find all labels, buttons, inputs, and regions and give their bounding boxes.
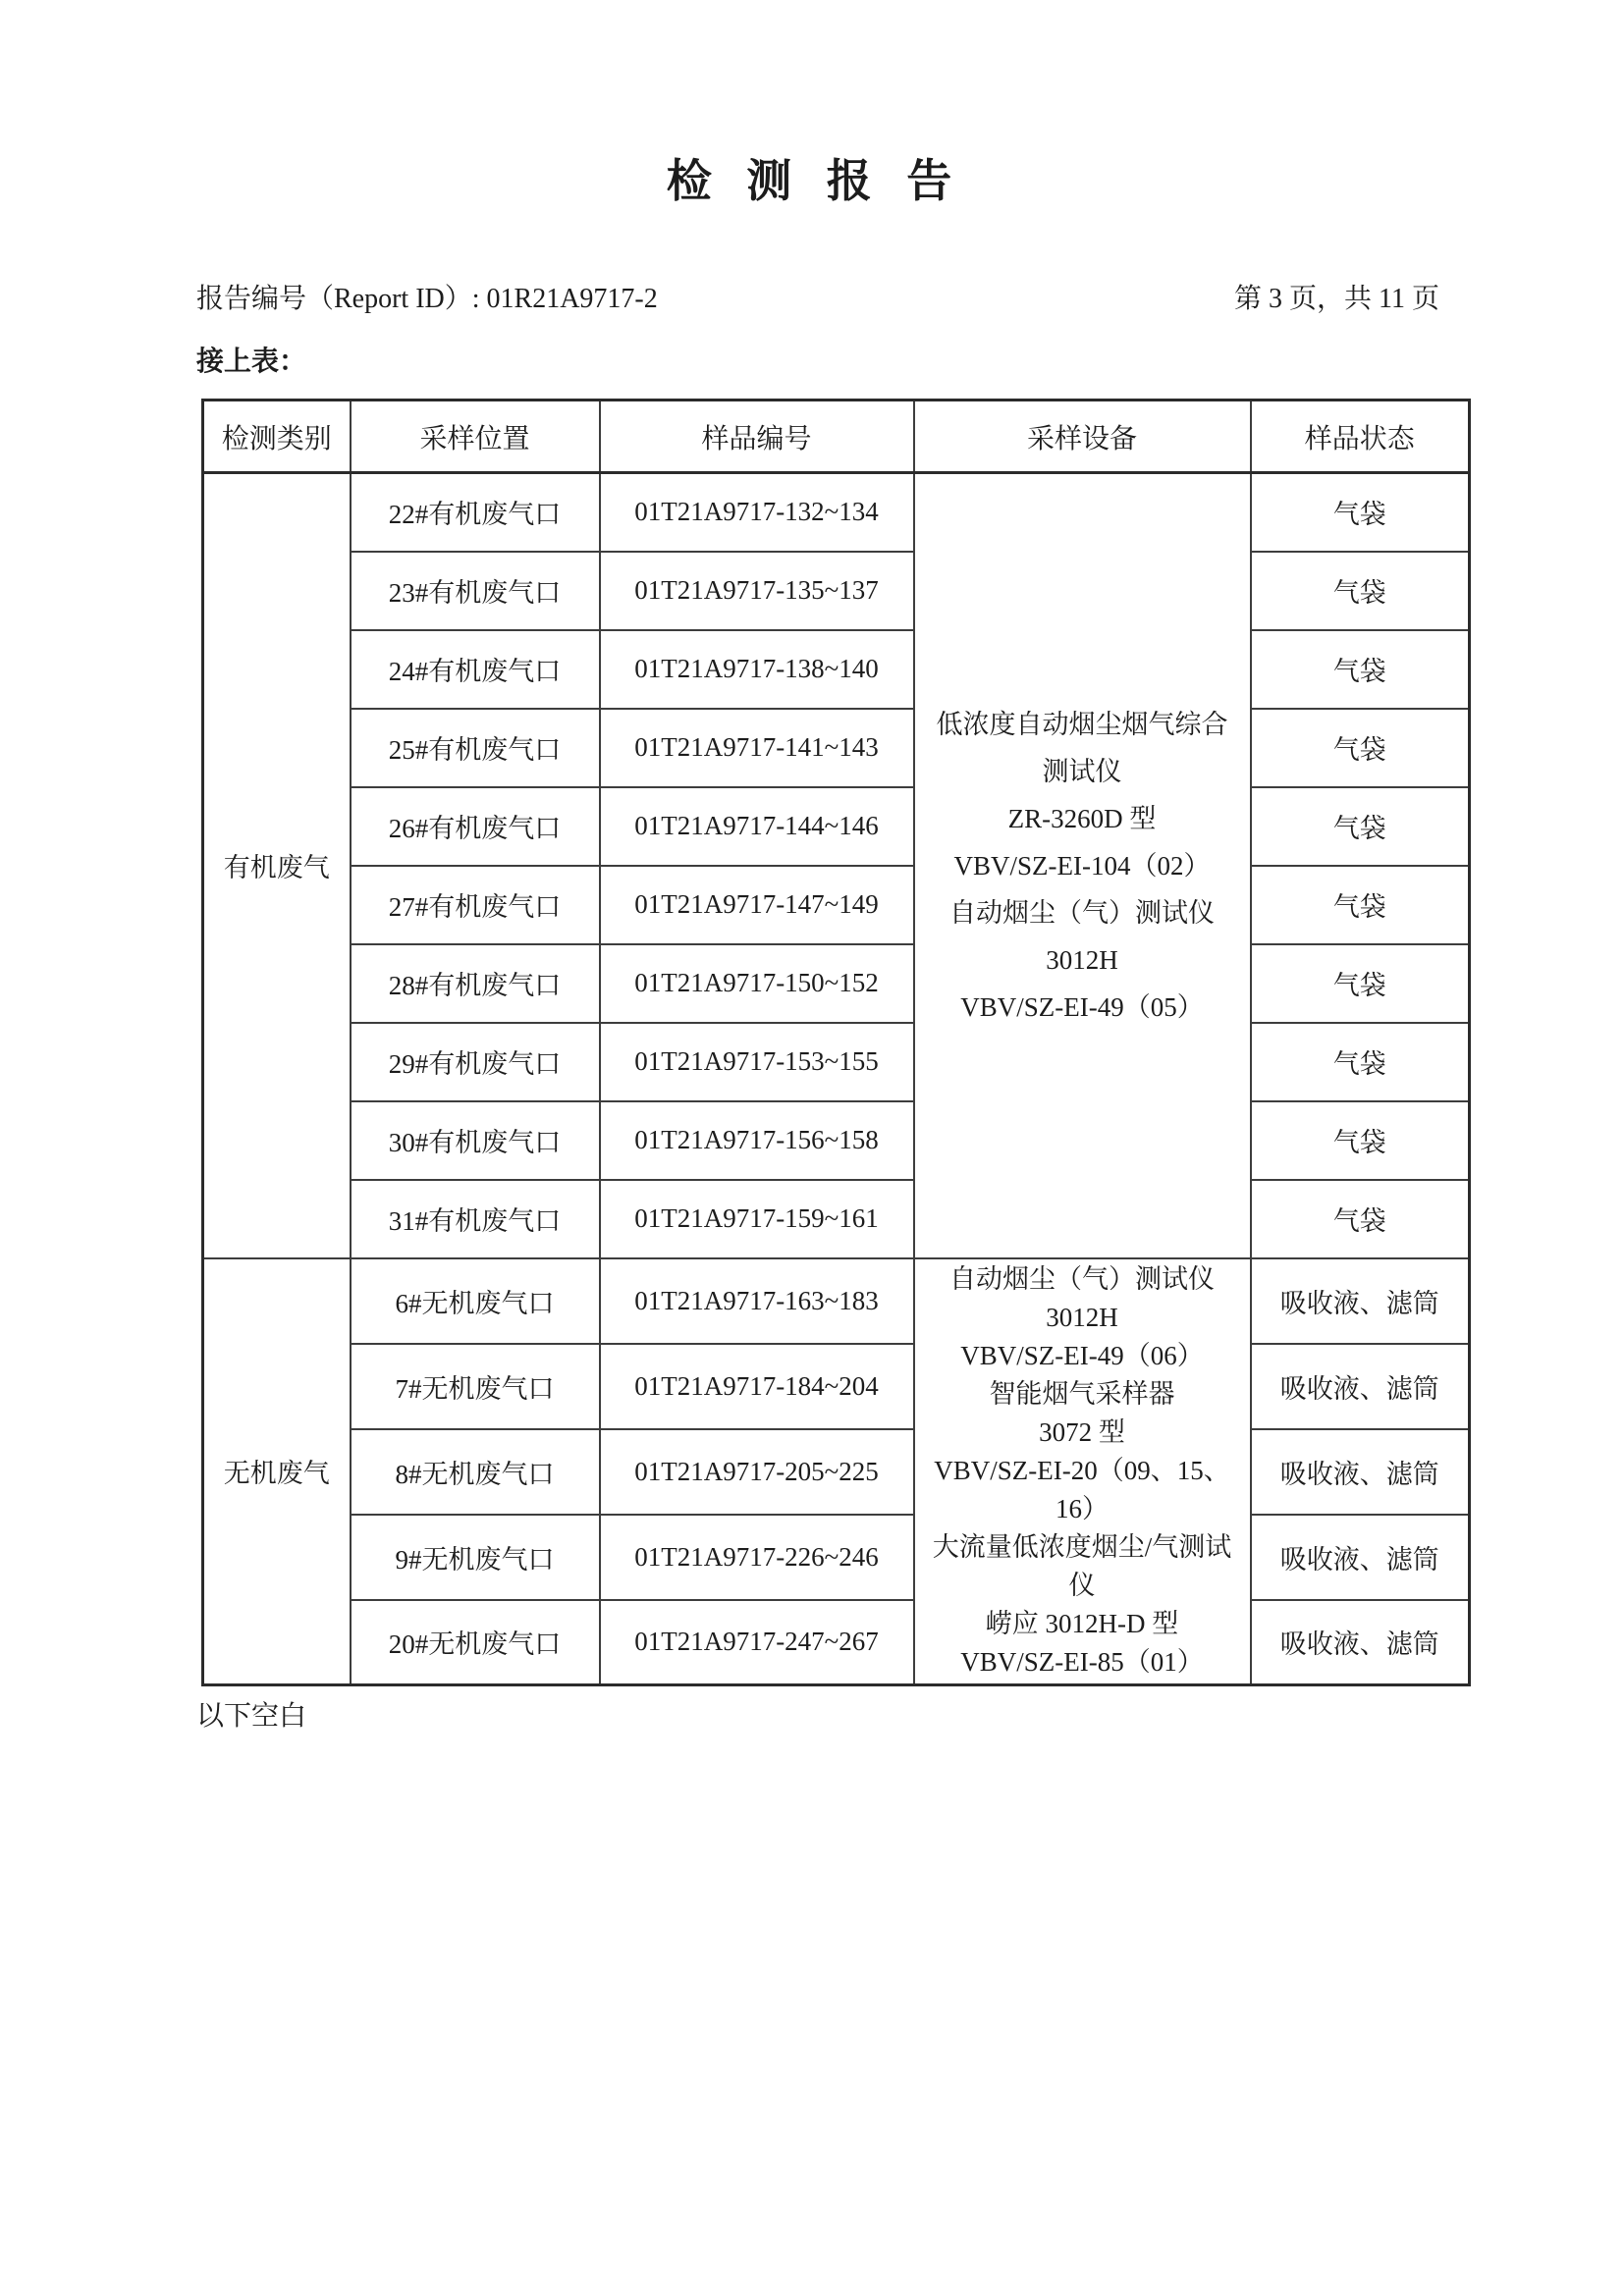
sample-id-cell: 01T21A9717-205~225: [600, 1429, 914, 1515]
report-meta-row: [0, 283, 1624, 316]
table-row: [203, 1600, 1470, 1685]
category-cell-organic: 有机废气: [203, 473, 351, 1258]
status-cell: 吸收液、滤筒: [1251, 1344, 1470, 1429]
col-header-sample-id: 样品编号: [600, 400, 914, 473]
location-cell: 9#无机废气口: [351, 1515, 600, 1600]
table-header-row: [203, 400, 1470, 473]
table-row: [203, 1180, 1470, 1258]
sample-id-cell: 01T21A9717-135~137: [600, 552, 914, 630]
status-cell: 气袋: [1251, 473, 1470, 552]
sample-id-cell: 01T21A9717-153~155: [600, 1023, 914, 1101]
sample-id-cell: 01T21A9717-141~143: [600, 709, 914, 787]
location-cell: 28#有机废气口: [351, 944, 600, 1023]
status-cell: 吸收液、滤筒: [1251, 1515, 1470, 1600]
location-cell: 25#有机废气口: [351, 709, 600, 787]
equipment-cell-organic: 低浓度自动烟尘烟气综合 测试仪 ZR-3260D 型 VBV/SZ-EI-104（02） 自动烟尘（气）测试仪 3012H VBV/SZ-EI-49（05）: [914, 473, 1251, 1258]
sample-id-cell: 01T21A9717-159~161: [600, 1180, 914, 1258]
table-row: [203, 552, 1470, 630]
location-cell: 8#无机废气口: [351, 1429, 600, 1515]
status-cell: 气袋: [1251, 552, 1470, 630]
status-cell: 吸收液、滤筒: [1251, 1429, 1470, 1515]
table-row: [203, 1101, 1470, 1180]
page-title: 检 测 报 告: [666, 156, 958, 206]
blank-below-note: 以下空白: [196, 1701, 307, 1732]
col-header-category: 检测类别: [203, 400, 351, 473]
location-cell: 30#有机废气口: [351, 1101, 600, 1180]
col-header-location: 采样位置: [351, 400, 600, 473]
table-row: [203, 944, 1470, 1023]
location-cell: 31#有机废气口: [351, 1180, 600, 1258]
location-cell: 24#有机废气口: [351, 630, 600, 709]
status-cell: 气袋: [1251, 630, 1470, 709]
continuation-note: 接上表：: [196, 347, 307, 377]
table-row: [203, 1344, 1470, 1429]
sample-id-cell: 01T21A9717-163~183: [600, 1258, 914, 1344]
location-cell: 22#有机废气口: [351, 473, 600, 552]
col-header-status: 样品状态: [1251, 400, 1470, 473]
category-cell-inorganic: 无机废气: [203, 1258, 351, 1685]
table-row: [203, 473, 1470, 552]
status-cell: 气袋: [1251, 866, 1470, 944]
location-cell: 23#有机废气口: [351, 552, 600, 630]
sample-table: [201, 399, 1471, 1686]
status-cell: 气袋: [1251, 1180, 1470, 1258]
table-row: [203, 866, 1470, 944]
sample-id-cell: 01T21A9717-138~140: [600, 630, 914, 709]
table-row: [203, 787, 1470, 866]
report-id-label: 报告编号（Report ID）: 01R21A9717-2: [196, 284, 658, 314]
table-row: [203, 1515, 1470, 1600]
status-cell: 吸收液、滤筒: [1251, 1258, 1470, 1344]
location-cell: 6#无机废气口: [351, 1258, 600, 1344]
sample-id-cell: 01T21A9717-147~149: [600, 866, 914, 944]
table-row: [203, 1258, 1470, 1344]
col-header-equipment: 采样设备: [914, 400, 1251, 473]
table-row: [203, 1429, 1470, 1515]
status-cell: 吸收液、滤筒: [1251, 1600, 1470, 1685]
table-row: [203, 630, 1470, 709]
status-cell: 气袋: [1251, 1023, 1470, 1101]
table-row: [203, 1023, 1470, 1101]
sample-id-cell: 01T21A9717-226~246: [600, 1515, 914, 1600]
sample-id-cell: 01T21A9717-156~158: [600, 1101, 914, 1180]
table-row: [203, 709, 1470, 787]
sample-id-cell: 01T21A9717-247~267: [600, 1600, 914, 1685]
sample-id-cell: 01T21A9717-184~204: [600, 1344, 914, 1429]
status-cell: 气袋: [1251, 787, 1470, 866]
status-cell: 气袋: [1251, 944, 1470, 1023]
sample-id-cell: 01T21A9717-132~134: [600, 473, 914, 552]
location-cell: 7#无机废气口: [351, 1344, 600, 1429]
status-cell: 气袋: [1251, 709, 1470, 787]
location-cell: 20#无机废气口: [351, 1600, 600, 1685]
equipment-cell-inorganic: 自动烟尘（气）测试仪 3012H VBV/SZ-EI-49（06） 智能烟气采样器 3072 型 VBV/SZ-EI-20（09、15、 16） 大流量低浓度烟尘/气测试 仪 崂应 3012H-D 型 VBV/SZ-EI-85（01）: [914, 1258, 1251, 1685]
page-number-label: 第 3 页，共 11 页: [1234, 284, 1439, 314]
location-cell: 29#有机废气口: [351, 1023, 600, 1101]
status-cell: 气袋: [1251, 1101, 1470, 1180]
sample-id-cell: 01T21A9717-150~152: [600, 944, 914, 1023]
location-cell: 27#有机废气口: [351, 866, 600, 944]
sample-id-cell: 01T21A9717-144~146: [600, 787, 914, 866]
location-cell: 26#有机废气口: [351, 787, 600, 866]
